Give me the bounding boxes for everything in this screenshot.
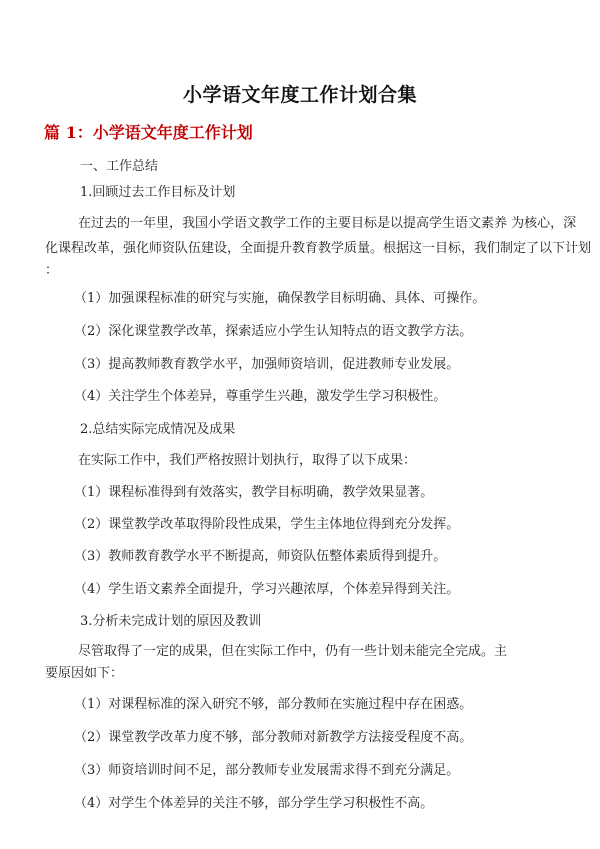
sub3-item-2: （2）课堂教学改革力度不够，部分教师对新教学方法接受程度不高。 [74, 730, 473, 745]
section-heading: 篇 1：小学语文年度工作计划 [44, 123, 253, 142]
sub1-item-2: （2）深化课堂教学改革，探索适应小学生认知特点的语文教学方法。 [74, 324, 473, 339]
sub3-paragraph-line1: 尽管取得了一定的成果，但在实际工作中，仍有一些计划未能完全完成。主 [78, 644, 508, 659]
sub3-item-3: （3）师资培训时间不足，部分教师专业发展需求得不到充分满足。 [74, 763, 460, 778]
document-title: 小学语文年度工作计划合集 [182, 84, 417, 106]
sub1-paragraph-line2: 化课程改革，强化师资队伍建设，全面提升教育教学质量。根据这一目标，我们制定了以下计划 [45, 241, 592, 256]
sub2-item-4: （4）学生语文素养全面提升，学习兴趣浓厚，个体差异得到关注。 [74, 582, 460, 597]
sub3-paragraph-line2: 要原因如下： [45, 666, 124, 681]
sub1-item-4: （4）关注学生个体差异，尊重学生兴趣，激发学生学习积极性。 [74, 389, 447, 404]
sub2-item-3: （3）教师教育教学水平不断提高，师资队伍整体素质得到提升。 [74, 549, 447, 564]
heading-work-summary: 一、工作总结 [80, 159, 159, 174]
sub2-intro: 在实际工作中，我们严格按照计划执行，取得了以下成果： [78, 453, 417, 468]
sub1-item-1: （1）加强课程标准的研究与实施，确保教学目标明确、具体、可操作。 [74, 291, 486, 306]
sub1-heading: 1.回顾过去工作目标及计划 [80, 185, 236, 200]
sub3-item-4: （4）对学生个体差异的关注不够，部分学生学习积极性不高。 [74, 796, 434, 811]
sub1-item-3: （3）提高教师教育教学水平，加强师资培训，促进教师专业发展。 [74, 357, 460, 372]
sub2-heading: 2.总结实际完成情况及成果 [80, 422, 236, 437]
sub2-item-1: （1）课程标准得到有效落实，教学目标明确，教学效果显著。 [74, 485, 434, 500]
sub1-paragraph-line1: 在过去的一年里，我国小学语文教学工作的主要目标是以提高学生语文素养 为核心，深 [78, 216, 577, 231]
sub2-item-2: （2）课堂教学改革取得阶段性成果，学生主体地位得到充分发挥。 [74, 517, 460, 532]
sub3-item-1: （1）对课程标准的深入研究不够，部分教师在实施过程中存在困惑。 [74, 697, 473, 712]
sub1-paragraph-line3: ： [45, 263, 59, 278]
sub3-heading: 3.分析未完成计划的原因及教训 [80, 614, 262, 629]
